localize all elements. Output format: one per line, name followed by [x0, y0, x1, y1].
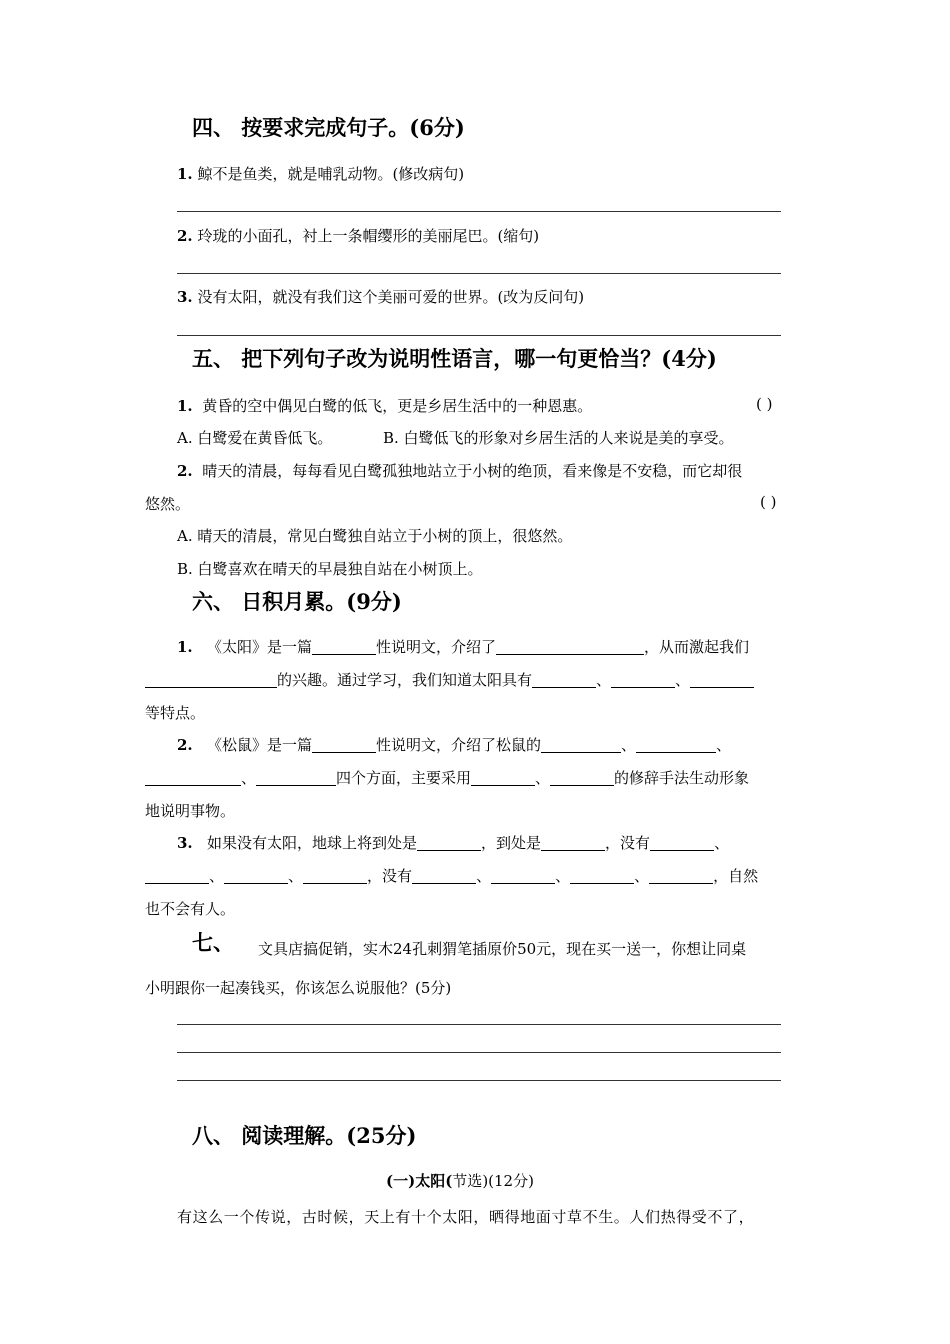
s6-q2-line2: [145, 767, 749, 788]
fill-blank[interactable]: [570, 868, 634, 884]
fill-blank[interactable]: [224, 868, 288, 884]
q-text-cont: 悠然。: [145, 495, 191, 513]
answer-line[interactable]: [177, 335, 781, 336]
separator: 、: [596, 671, 612, 689]
fill-blank[interactable]: [412, 868, 476, 884]
fill-blank[interactable]: [491, 868, 555, 884]
fill-blank[interactable]: [496, 639, 644, 655]
q-number: 1.: [177, 397, 193, 415]
separator: 、: [675, 671, 691, 689]
separator: ，: [367, 867, 383, 885]
q-number: 1.: [177, 638, 193, 656]
separator: 、: [209, 867, 225, 885]
separator: 、: [535, 769, 551, 787]
fill-blank[interactable]: [145, 868, 209, 884]
answer-line[interactable]: [177, 211, 781, 212]
separator: 、: [714, 834, 730, 852]
q-text: 没有: [382, 867, 413, 885]
separator: 、: [288, 867, 304, 885]
fill-blank[interactable]: [256, 770, 336, 786]
q-text: 性说明文，介绍了松鼠的: [376, 736, 542, 754]
s4-question-1: [177, 163, 464, 184]
option-a: A. 白鹭爱在黄昏低飞。: [177, 429, 333, 447]
s5-question-2: [177, 460, 742, 481]
passage-title: [386, 1170, 534, 1191]
answer-line[interactable]: [177, 273, 781, 274]
q-text: 没有: [620, 834, 651, 852]
q-text: 的兴趣。通过学习，我们知道太阳具有: [277, 671, 533, 689]
q-text: ，从而激起我们: [644, 638, 750, 656]
q-text: 玲珑的小面孔，衬上一条帽缨形的美丽尾巴。(缩句): [197, 227, 540, 245]
q-text: 如果没有太阳，地球上将到处是: [206, 834, 417, 852]
fill-blank[interactable]: [312, 639, 376, 655]
fill-blank[interactable]: [471, 770, 535, 786]
s5-question-1: [177, 395, 592, 416]
separator: 、: [241, 769, 257, 787]
fill-blank[interactable]: [611, 672, 675, 688]
fill-blank[interactable]: [303, 868, 367, 884]
fill-blank[interactable]: [649, 868, 713, 884]
q-text: 黄昏的空中偶见白鹭的低飞，更是乡居生活中的一种恩惠。: [202, 397, 593, 415]
separator: 、: [555, 867, 571, 885]
separator: 、: [476, 867, 492, 885]
passage-paragraph: 有这么一个传说，古时候，天上有十个太阳，晒得地面寸草不生。人们热得受不了，: [177, 1208, 755, 1226]
fill-blank[interactable]: [312, 737, 376, 753]
q-text: 《太阳》是一篇: [206, 638, 312, 656]
q-number: 3.: [177, 288, 193, 306]
fill-blank[interactable]: [650, 835, 714, 851]
section-8-title: 八、 阅读理解。(25分): [192, 1123, 417, 1148]
separator: ，: [605, 834, 621, 852]
passage-title-part: 节选: [452, 1172, 483, 1190]
passage-title-part: (一)太阳(: [386, 1172, 453, 1190]
passage-title-part: )(12分): [482, 1172, 534, 1190]
s6-q3-line1: [177, 832, 729, 853]
s6-q1-line2: [145, 669, 754, 690]
separator: 、: [716, 736, 732, 754]
section-7-number: 七、: [192, 930, 234, 955]
section-4-title: 四、 按要求完成句子。(6分): [192, 115, 465, 140]
answer-paren[interactable]: ( ): [756, 395, 773, 413]
separator: 、: [621, 736, 637, 754]
s7-question-line1: 文具店搞促销，实木24孔刺猬笔插原价50元，现在买一送一，你想让同桌: [258, 940, 747, 958]
s6-q1-line1: [177, 636, 749, 657]
s6-q2-line3: 地说明事物。: [145, 802, 236, 820]
section-6-title: 六、 日积月累。(9分): [192, 589, 402, 614]
fill-blank[interactable]: [145, 770, 241, 786]
option-b: B. 白鹭喜欢在晴天的早晨独自站在小树顶上。: [177, 560, 483, 578]
option-b: B. 白鹭低飞的形象对乡居生活的人来说是美的享受。: [383, 429, 734, 447]
q-text: 四个方面，主要采用: [336, 769, 472, 787]
answer-line[interactable]: [177, 1080, 781, 1081]
q-number: 2.: [177, 227, 193, 245]
separator: ，: [481, 834, 497, 852]
answer-paren[interactable]: ( ): [760, 493, 777, 511]
s7-question-line2: 小明跟你一起凑钱买，你该怎么说服他？(5分): [145, 979, 452, 997]
q-number: 1.: [177, 165, 193, 183]
answer-line[interactable]: [177, 1052, 781, 1053]
q-number: 2.: [177, 736, 193, 754]
q-text: 没有太阳，就没有我们这个美丽可爱的世界。(改为反问句): [197, 288, 585, 306]
q-text: 自然: [728, 867, 759, 885]
s4-question-2: [177, 225, 539, 246]
s6-q2-line1: [177, 734, 731, 755]
q-text: 到处是: [496, 834, 542, 852]
s6-q3-line2: [145, 865, 758, 886]
section-5-title: 五、 把下列句子改为说明性语言，哪一句更恰当？(4分): [192, 346, 717, 371]
fill-blank[interactable]: [532, 672, 596, 688]
separator: ，: [713, 867, 729, 885]
q-number: 3.: [177, 834, 193, 852]
s4-question-3: [177, 286, 584, 307]
fill-blank[interactable]: [541, 737, 621, 753]
fill-blank[interactable]: [636, 737, 716, 753]
fill-blank[interactable]: [690, 672, 754, 688]
q-text: 《松鼠》是一篇: [206, 736, 312, 754]
separator: 、: [634, 867, 650, 885]
fill-blank[interactable]: [550, 770, 614, 786]
s6-q3-line3: 也不会有人。: [145, 900, 236, 918]
q-number: 2.: [177, 462, 193, 480]
q-text: 鲸不是鱼类，就是哺乳动物。(修改病句): [197, 165, 465, 183]
fill-blank[interactable]: [541, 835, 605, 851]
option-a: A. 晴天的清晨，常见白鹭独自站立于小树的顶上，很悠然。: [177, 527, 573, 545]
s6-q1-line3: 等特点。: [145, 704, 206, 722]
q-text: 性说明文，介绍了: [376, 638, 497, 656]
q-text: 的修辞手法生动形象: [614, 769, 750, 787]
q-text: 晴天的清晨，每每看见白鹭孤独地站立于小树的绝顶，看来像是不安稳，而它却很: [202, 462, 743, 480]
fill-blank[interactable]: [417, 835, 481, 851]
fill-blank[interactable]: [145, 672, 277, 688]
answer-line[interactable]: [177, 1024, 781, 1025]
